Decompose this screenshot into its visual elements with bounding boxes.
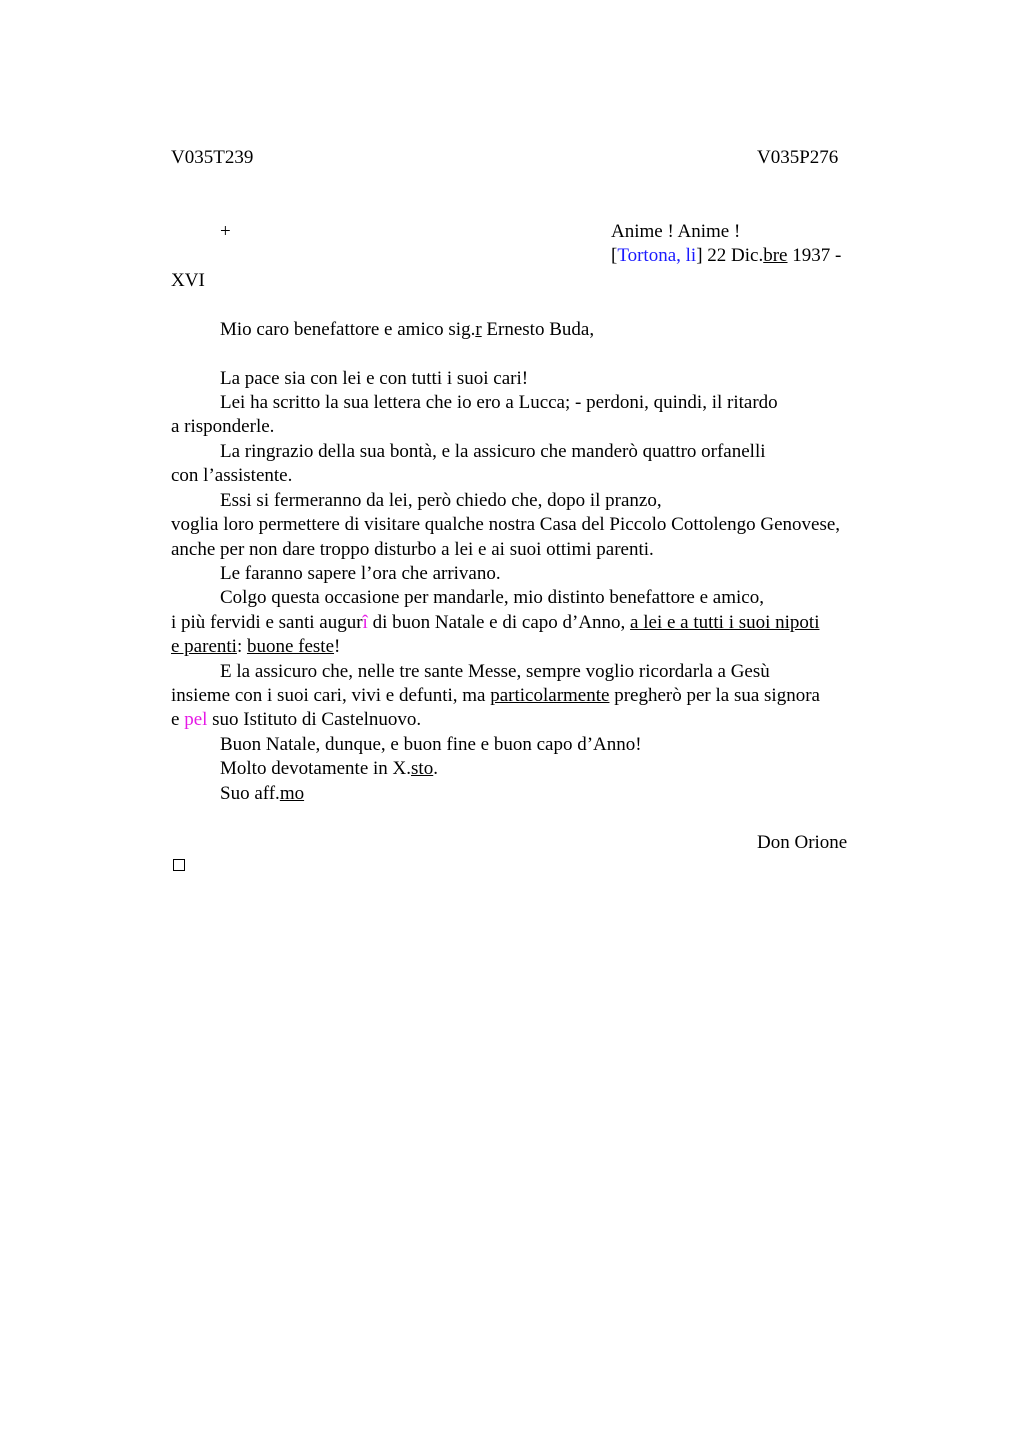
date-year: 1937 -: [787, 245, 842, 266]
body-line: Essi si fermeranno da lei, però chiedo che, dopo il pranzo,: [220, 490, 662, 511]
place-name: Tortona, li: [617, 245, 697, 266]
body-line: E la assicuro che, nelle tre sante Messe, sempre voglio ricordarla a Gesù: [220, 661, 770, 682]
motto: Anime ! Anime !: [611, 221, 741, 242]
body-line: Colgo questa occasione per mandarle, mio distinto benefattore e amico,: [220, 587, 764, 608]
editorial-mark: î: [362, 612, 368, 633]
era-year: XVI: [171, 270, 205, 291]
body-line: La ringrazio della sua bontà, e la assicuro che manderò quattro orfanelli: [220, 441, 766, 462]
body-line: con l’assistente.: [171, 465, 293, 486]
salutation-abbr: r: [475, 319, 482, 340]
salutation: Mio caro benefattore e amico sig.r Ernesto Buda,: [220, 319, 595, 340]
underlined-text: e parenti: [171, 636, 237, 657]
date-main: 22 Dic.: [702, 245, 764, 266]
signature: Don Orione: [757, 832, 848, 853]
body-line: i più fervidi e santi augurî di buon Natale e di capo d’Anno, a lei e a tutti i suoi nipoti: [171, 612, 820, 633]
header-right-code: V035P276: [757, 147, 839, 168]
body-line: a risponderle.: [171, 416, 275, 437]
body-line: anche per non dare troppo disturbo a lei e ai suoi ottimi parenti.: [171, 539, 654, 560]
body-line: Lei ha scritto la sua lettera che io ero a Lucca; - perdoni, quindi, il ritardo: [220, 392, 778, 413]
underlined-text: buone feste: [246, 636, 335, 657]
date-line: [611, 244, 841, 268]
body-line: insieme con i suoi cari, vivi e defunti, ma particolarmente pregherò per la sua signora: [171, 685, 820, 706]
body-line: Buon Natale, dunque, e buon fine e buon capo d’Anno!: [220, 734, 642, 755]
body-line: e pel suo Istituto di Castelnuovo.: [171, 709, 422, 730]
body-line: Suo aff.mo: [220, 783, 305, 804]
body-line: La pace sia con lei e con tutti i suoi cari!: [220, 368, 529, 389]
body-line: Molto devotamente in X.sto.: [220, 758, 438, 779]
body-line: voglia loro permettere di visitare qualche nostra Casa del Piccolo Cottolengo Genovese,: [171, 514, 841, 535]
editorial-mark: pel: [184, 709, 208, 730]
underlined-text: sto: [411, 758, 434, 779]
recipient-name: Ernesto Buda,: [481, 319, 595, 340]
end-square-icon: [173, 859, 185, 871]
bracket-close: ]: [696, 245, 703, 266]
cross-symbol: +: [220, 221, 231, 242]
underlined-text: particolarmente: [490, 685, 610, 706]
bracket-open: [: [611, 245, 618, 266]
body-line: Le faranno sapere l’ora che arrivano.: [220, 563, 501, 584]
header-left-code: V035T239: [171, 147, 254, 168]
date-abbreviation: bre: [763, 245, 788, 266]
body-line: e parenti: buone feste!: [171, 636, 341, 657]
underlined-text: mo: [279, 783, 305, 804]
underlined-text: a lei e a tutti i suoi nipoti: [630, 612, 820, 633]
